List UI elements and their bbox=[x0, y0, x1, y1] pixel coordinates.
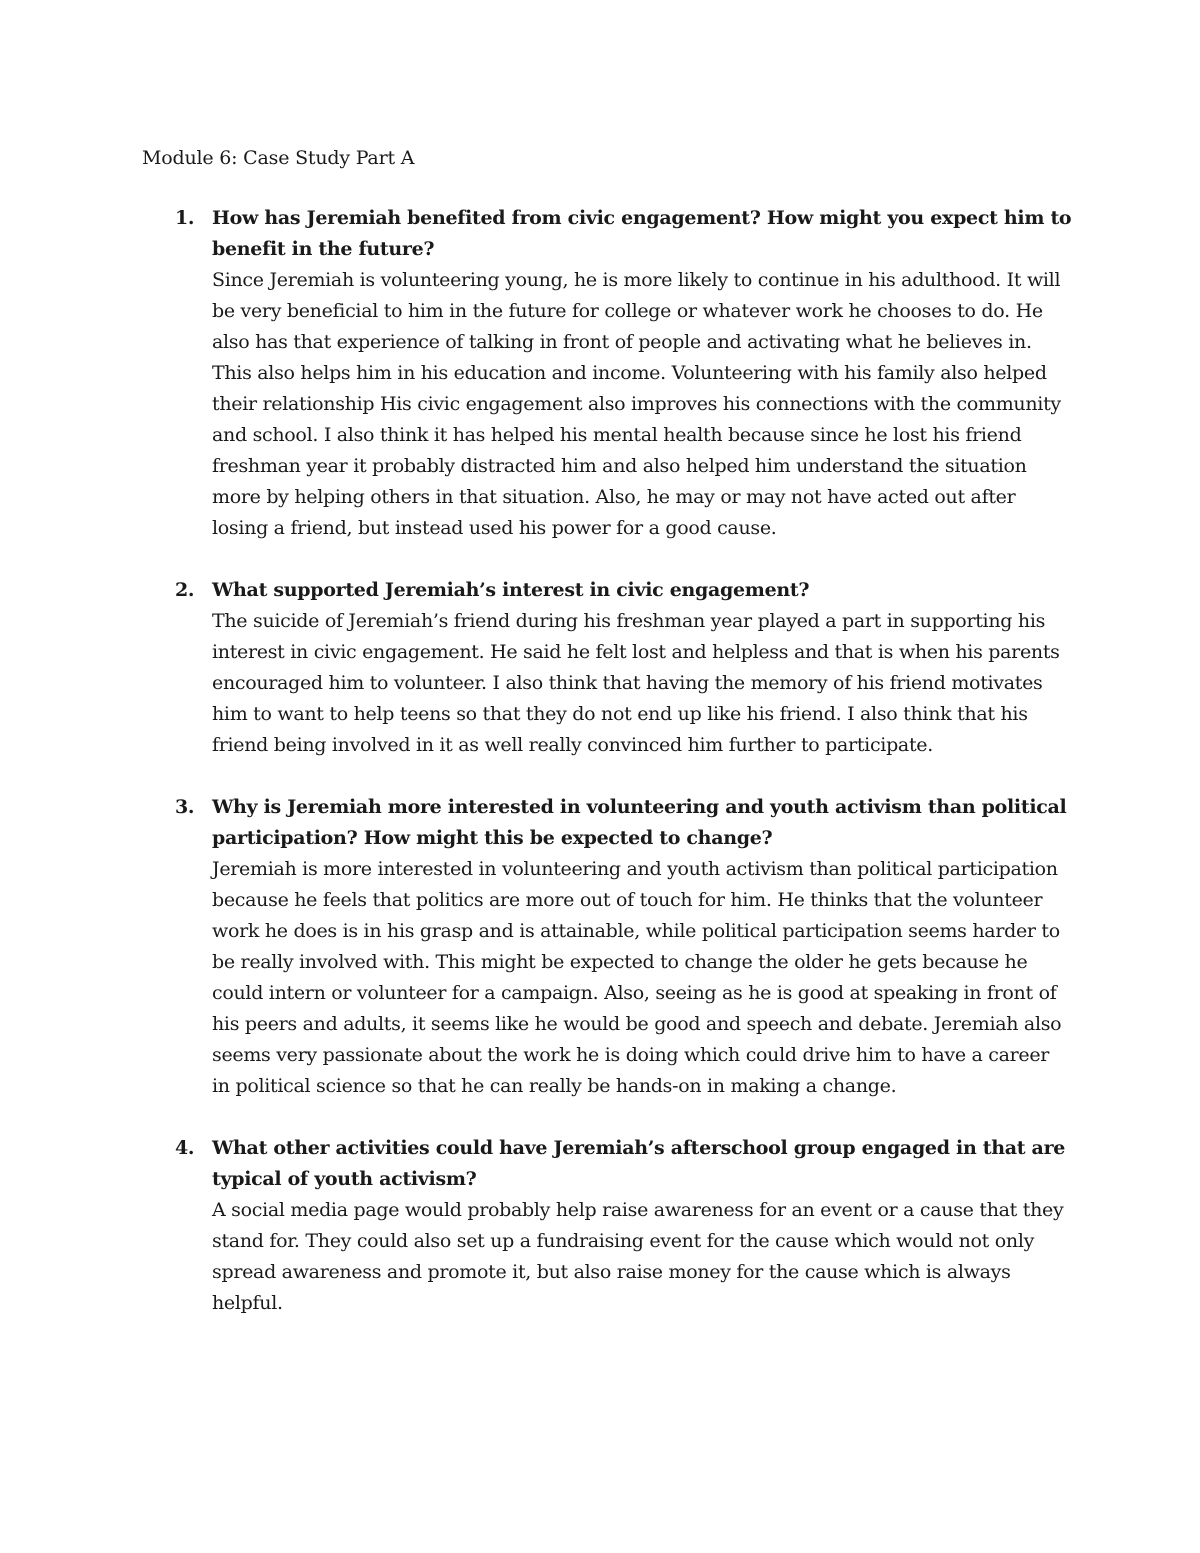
question-item-3 bbox=[175, 792, 1072, 1102]
question-text: Why is Jeremiah more interested in volunteering and youth activism than political participation? How might this be expected to change? bbox=[212, 796, 1067, 849]
answer-text: The suicide of Jeremiah’s friend during his freshman year played a part in supporting his interest in civic engagement. He said he felt lost and helpless and that is when his parents encouraged him to volunteer. I also think that having the memory of his friend motivates him to want to help teens so that they do not end up like his friend. I also think that his friend being involved in it as well really convinced him further to participate. bbox=[212, 610, 1060, 756]
answer-text: A social media page would probably help raise awareness for an event or a cause that they stand for. They could also set up a fundraising event for the cause which would not only spread awareness and promote it, but also raise money for the cause which is always helpful. bbox=[212, 1199, 1064, 1314]
question-list bbox=[175, 203, 1072, 1350]
question-text: What other activities could have Jeremiah’s afterschool group engaged in that are typical of youth activism? bbox=[212, 1137, 1066, 1190]
document-title: Module 6: Case Study Part A bbox=[142, 147, 415, 169]
question-item-2 bbox=[175, 575, 1072, 761]
answer-text: Since Jeremiah is volunteering young, he is more likely to continue in his adulthood. It will be very beneficial to him in the future for college or whatever work he chooses to do. He also has that experience of talking in front of people and activating what he believes in. This also helps him in his education and income. Volunteering with his family also helped their relationship His civic engagement also improves his connections with the community and school. I also think it has helped his mental health because since he lost his friend freshman year it probably distracted him and also helped him understand the situation more by helping others in that situation. Also, he may or may not have acted out after losing a friend, but instead used his power for a good cause. bbox=[212, 269, 1061, 539]
question-item-4 bbox=[175, 1133, 1072, 1319]
question-text: How has Jeremiah benefited from civic engagement? How might you expect him to benefit in the future? bbox=[212, 207, 1072, 260]
question-number: 1. bbox=[175, 207, 195, 229]
answer-text: Jeremiah is more interested in volunteering and youth activism than political participation because he feels that politics are more out of touch for him. He thinks that the volunteer work he does is in his grasp and is attainable, while political participation seems harder to be really involved with. This might be expected to change the older he gets because he could intern or volunteer for a campaign. Also, seeing as he is good at speaking in front of his peers and adults, it seems like he would be good and speech and debate. Jeremiah also seems very passionate about the work he is doing which could drive him to have a career in political science so that he can really be hands-on in making a change. bbox=[212, 858, 1062, 1097]
question-number: 2. bbox=[175, 579, 195, 601]
question-number: 3. bbox=[175, 796, 195, 818]
question-item-1 bbox=[175, 203, 1072, 544]
question-text: What supported Jeremiah’s interest in civic engagement? bbox=[212, 579, 810, 601]
question-number: 4. bbox=[175, 1137, 195, 1159]
